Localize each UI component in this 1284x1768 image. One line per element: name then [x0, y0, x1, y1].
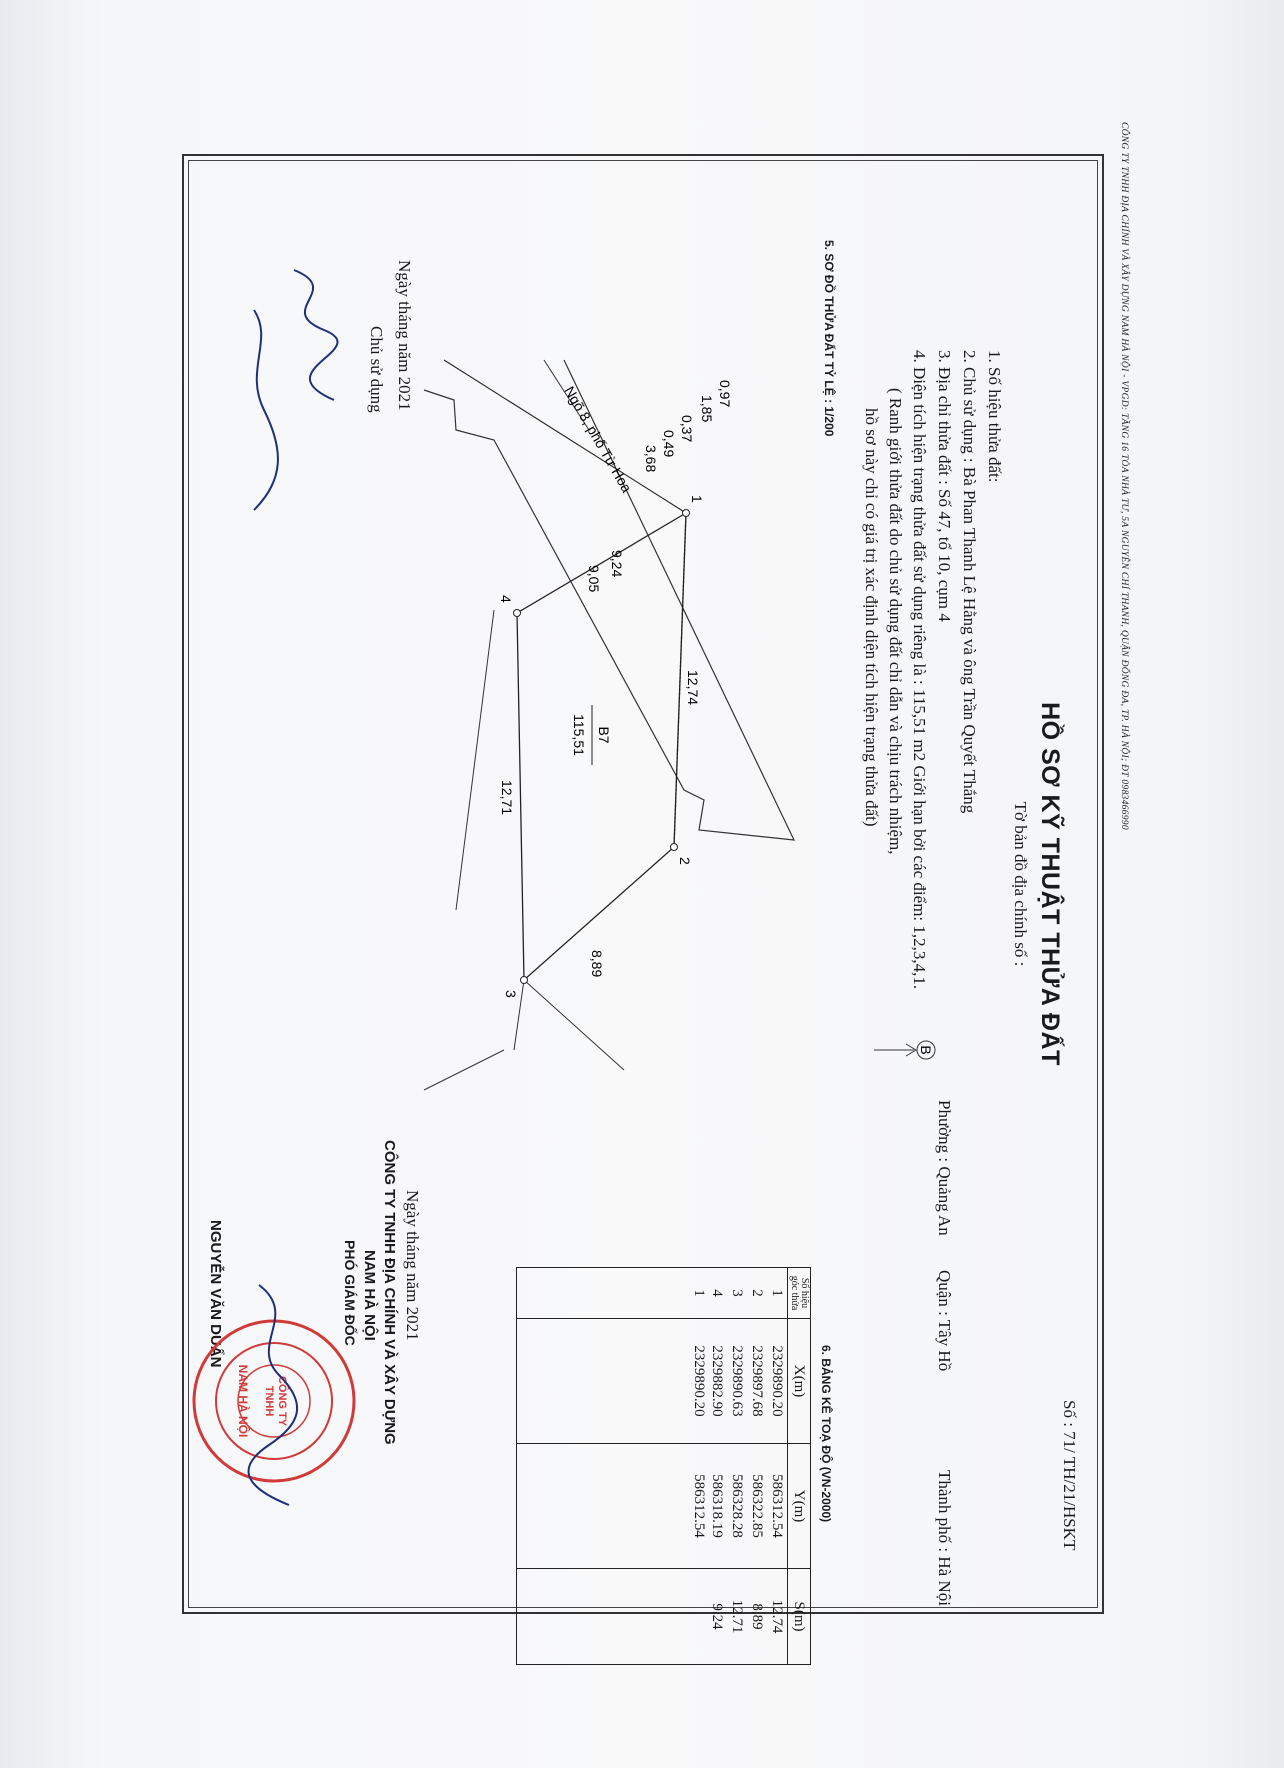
road-name: Ngõ 8, phố Từ Hoa: [561, 383, 636, 496]
point-label-1: 1: [689, 495, 705, 503]
edge-label-9-24: 9,24: [609, 550, 625, 578]
point-label-2: 2: [677, 857, 693, 865]
vertex-4: [514, 610, 521, 617]
north-label: B: [918, 1045, 934, 1055]
company-signature: [229, 1275, 319, 1515]
city-label: Thành phố : Hà Nội: [935, 1470, 954, 1606]
svg-text:TNHH: TNHH: [263, 1385, 275, 1417]
table-row: 1 2329890.20 586312.54 12.74: [767, 1268, 788, 1665]
neighbour-line-d: [424, 1050, 504, 1090]
ward-label: Phường : Quảng An: [935, 1100, 954, 1236]
parcel-diagram-svg: [344, 190, 964, 1140]
table-row: 1 2329890.20 586312.54: [517, 1268, 708, 1665]
col-header-x: X(m): [788, 1319, 811, 1444]
coord-table-heading: 6. BẢNG KÊ TOẠ ĐỘ (VN-2000): [819, 1345, 833, 1523]
company-signer-name: NGUYỄN VĂN DUẨN: [207, 1220, 224, 1368]
parcel-area-value: 115,51: [571, 714, 587, 756]
item-owner: 2. Chủ sử dụng : Bà Phan Thanh Lệ Hằng và ông Trần Quyết Thắng: [960, 350, 979, 814]
edge-label-8-89: 8,89: [589, 950, 605, 978]
edge-label-12-74: 12,74: [685, 670, 701, 706]
col-header-point-b: góc thửa: [789, 1275, 800, 1311]
edge-label-1-85: 1,85: [699, 395, 715, 423]
company-header-line: CÔNG TY TNHH ĐỊA CHÍNH VÀ XÂY DỰNG NAM HÀ NỘI - VPGD: TẦNG 16 TÒA NHÀ TƯ, 5A NGUYỄN CHÍ THANH, QUẬN ĐỐNG ĐA, TP. HÀ NỘI; ĐT 0983466990: [1119, 122, 1129, 830]
col-header-point-a: Số hiệu: [799, 1277, 810, 1309]
company-name-line1: CÔNG TY TNHH ĐỊA CHÍNH VÀ XÂY DỰNG: [381, 1140, 398, 1445]
parcel-id: B7: [596, 726, 612, 744]
svg-text:CÔNG TY: CÔNG TY: [276, 1375, 288, 1427]
document-title: HỒ SƠ KỸ THUẬT THỬA ĐẤT: [1036, 702, 1064, 1066]
svg-text:NAM HÀ NỘI: NAM HÀ NỘI: [236, 1364, 250, 1438]
edge-label-0-37: 0,37: [679, 415, 695, 443]
table-row: 2 2329897.68 586322.85 8.89: [747, 1268, 767, 1665]
edge-label-9-05: 9,05: [586, 565, 602, 593]
map-sheet-number: Tờ bản đồ địa chính số :: [1011, 801, 1030, 967]
owner-sign-role: Chủ sử dụng: [367, 326, 386, 413]
item-parcel-no: 1. Số hiệu thửa đất:: [985, 350, 1004, 483]
item-note-line2: hồ sơ này chỉ có giá trị xác định diện tích hiện trạng thửa đất): [862, 408, 881, 827]
col-header-y: Y(m): [788, 1444, 811, 1569]
item-area: 4. Diện tích hiện trạng thửa đất sử dụng riêng là : 115,51 m2 Giới hạn bởi các điểm: 1,2,3,4,1.: [910, 350, 929, 990]
vertex-1: [683, 510, 690, 517]
owner-signature: [214, 250, 354, 550]
company-name-line2: NAM HÀ NỘI: [361, 1250, 378, 1341]
neighbour-line-c: [524, 980, 624, 1070]
table-row: 4 2329882.90 586318.19 9.24: [707, 1268, 727, 1665]
parcel-diagram: [339, 190, 964, 1140]
point-label-3: 3: [503, 990, 519, 998]
vertex-3: [521, 977, 528, 984]
point-label-4: 4: [498, 595, 514, 603]
coordinate-table: [516, 1267, 811, 1665]
edge-label-3-68: 3,68: [643, 445, 659, 473]
vertex-2: [671, 844, 678, 851]
item-address: 3. Địa chỉ thửa đất : Số 47, tổ 10, cụm 4: [935, 350, 954, 622]
owner-sign-date: Ngày tháng năm 2021: [395, 260, 414, 411]
table-row: 3 2329890.63 586328.28 12.71: [727, 1268, 747, 1665]
north-arrow-icon: [874, 1041, 935, 1059]
document-number: Số : 71/ TH/21/HSKT: [1060, 1400, 1079, 1551]
col-header-s: S(m): [788, 1569, 811, 1665]
edge-label-0-49: 0,49: [661, 430, 677, 458]
edge-label-0-97: 0,97: [717, 380, 733, 408]
neighbour-boundary: [424, 360, 794, 840]
neighbour-line-a: [456, 610, 494, 910]
district-label: Quận : Tây Hồ: [935, 1270, 954, 1372]
edge-label-12-71: 12,71: [499, 780, 515, 816]
company-position: PHÓ GIÁM ĐỐC: [342, 1240, 358, 1346]
company-sign-date: Ngày tháng năm 2021: [403, 1190, 422, 1341]
diagram-heading: 5. SƠ ĐỒ THỬA ĐẤT TỶ LỆ : 1/200: [822, 240, 836, 437]
item-note-line1: ( Ranh giới thửa đất do chủ sử dụng đất chỉ dẫn và chịu trách nhiệm,: [886, 388, 905, 855]
rotated-document: [100, 90, 1184, 1678]
